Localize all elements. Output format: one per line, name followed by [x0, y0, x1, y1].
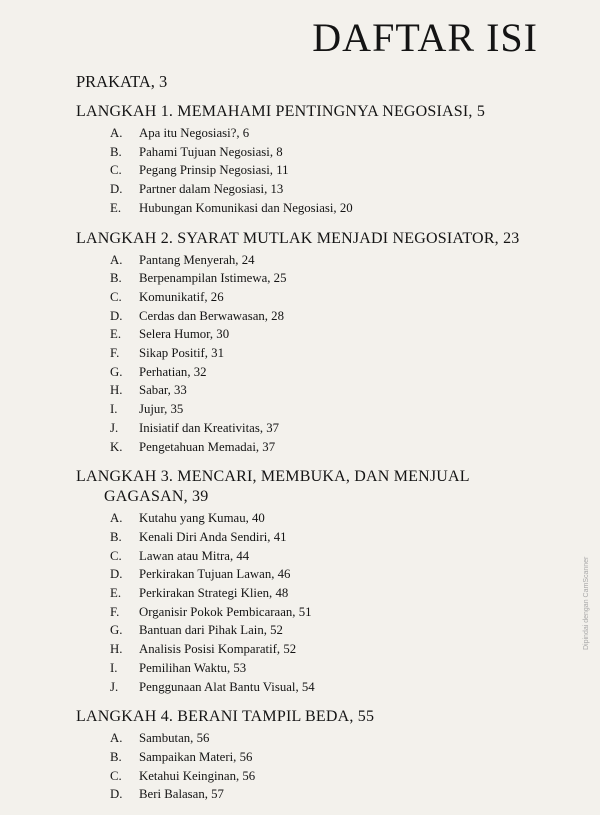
item-letter: I. — [110, 660, 118, 675]
item-letter: C. — [110, 289, 122, 304]
item-text: Perkirakan Tujuan Lawan, 46 — [139, 567, 291, 582]
item-text: Perkirakan Strategi Klien, 48 — [139, 586, 289, 601]
toc-item — [76, 621, 556, 640]
toc-item — [76, 659, 556, 678]
item-text: Perhatian, 32 — [139, 364, 207, 379]
item-letter: D. — [110, 308, 123, 323]
item-text: Inisiatif dan Kreativitas, 37 — [139, 420, 280, 435]
item-text: Pengetahuan Memadai, 37 — [139, 439, 276, 454]
item-text: Cerdas dan Berwawasan, 28 — [139, 308, 284, 323]
toc-item — [76, 400, 556, 419]
toc-item — [76, 547, 556, 566]
item-letter: I. — [110, 402, 118, 417]
item-letter: K. — [110, 439, 123, 454]
chapter-title — [76, 467, 556, 507]
item-text: Pahami Tujuan Negosiasi, 8 — [139, 144, 283, 159]
item-letter: A. — [110, 511, 123, 526]
toc-item — [76, 143, 556, 162]
toc-chapter-2 — [76, 229, 556, 457]
item-letter: E. — [110, 200, 122, 215]
toc-item — [76, 509, 556, 528]
toc-item — [76, 180, 556, 199]
toc-item — [76, 748, 556, 767]
toc-item — [76, 565, 556, 584]
item-letter: D. — [110, 567, 123, 582]
chapter-title-line2: GAGASAN, 39 — [104, 488, 209, 506]
item-letter: A. — [110, 126, 123, 140]
toc-item — [76, 603, 556, 622]
toc-item — [76, 381, 556, 400]
toc-prakata: PRAKATA, 3 — [76, 72, 168, 91]
item-text: Komunikatif, 26 — [139, 289, 224, 304]
toc-item — [76, 678, 556, 697]
item-letter: B. — [110, 271, 122, 286]
chapter-title-line1: LANGKAH 3. MENCARI, MEMBUKA, DAN MENJUAL — [76, 468, 470, 486]
item-letter: F. — [110, 604, 120, 619]
item-text: Kutahu yang Kumau, 40 — [139, 511, 265, 526]
item-text: Organisir Pokok Pembicaraan, 51 — [139, 604, 312, 619]
item-letter: H. — [110, 642, 123, 657]
item-text: Pemilihan Waktu, 53 — [139, 660, 247, 675]
chapter-title: LANGKAH 4. BERANI TAMPIL BEDA, 55 — [76, 708, 375, 726]
toc-item — [76, 251, 556, 270]
item-letter: F. — [110, 346, 120, 361]
toc-item — [76, 729, 556, 748]
toc-item — [76, 785, 556, 804]
toc-item — [76, 269, 556, 288]
toc-item — [76, 640, 556, 659]
toc-item — [76, 584, 556, 603]
table-of-contents — [76, 72, 556, 815]
toc-item — [76, 528, 556, 547]
item-text: Kenali Diri Anda Sendiri, 41 — [139, 529, 287, 544]
toc-item — [76, 438, 556, 457]
item-letter: J. — [110, 679, 119, 694]
item-letter: B. — [110, 749, 122, 764]
item-letter: A. — [110, 731, 123, 746]
item-letter: E. — [110, 586, 122, 601]
item-letter: G. — [110, 623, 123, 638]
item-letter: C. — [110, 768, 122, 783]
item-text: Selera Humor, 30 — [139, 327, 230, 342]
toc-item — [76, 363, 556, 382]
item-letter: D. — [110, 787, 123, 802]
toc-item — [76, 325, 556, 344]
chapter-title: LANGKAH 1. MEMAHAMI PENTINGNYA NEGOSIASI, 5 — [76, 103, 486, 120]
item-letter: C. — [110, 548, 122, 563]
toc-item — [76, 161, 556, 180]
item-letter: E. — [110, 327, 122, 342]
item-text: Pegang Prinsip Negosiasi, 11 — [139, 163, 289, 178]
toc-chapter-3 — [76, 467, 556, 696]
toc-item — [76, 307, 556, 326]
item-letter: D. — [110, 182, 123, 197]
toc-item — [76, 124, 556, 143]
toc-item — [76, 199, 556, 218]
item-text: Pantang Menyerah, 24 — [139, 252, 255, 267]
item-letter: H. — [110, 383, 123, 398]
page-title: DAFTAR ISI — [312, 15, 538, 60]
toc-chapter-1 — [76, 102, 556, 218]
item-letter: G. — [110, 364, 123, 379]
toc-item — [76, 767, 556, 786]
item-text: Sikap Positif, 31 — [139, 346, 224, 361]
item-text: Penggunaan Alat Bantu Visual, 54 — [139, 679, 315, 694]
item-text: Lawan atau Mitra, 44 — [139, 548, 250, 563]
item-text: Bantuan dari Pihak Lain, 52 — [139, 623, 283, 638]
item-text: Hubungan Komunikasi dan Negosiasi, 20 — [139, 200, 353, 215]
item-text: Apa itu Negosiasi?, 6 — [139, 126, 250, 140]
item-letter: C. — [110, 163, 122, 178]
toc-item — [76, 419, 556, 438]
item-letter: B. — [110, 144, 122, 159]
item-text: Sabar, 33 — [139, 383, 187, 398]
item-letter: J. — [110, 420, 119, 435]
item-text: Analisis Posisi Komparatif, 52 — [139, 642, 297, 657]
item-text: Jujur, 35 — [139, 402, 184, 417]
chapter-title: LANGKAH 2. SYARAT MUTLAK MENJADI NEGOSIATOR, 23 — [76, 229, 520, 247]
toc-item — [76, 344, 556, 363]
item-letter: A. — [110, 252, 123, 267]
item-letter: B. — [110, 529, 122, 544]
item-text: Sampaikan Materi, 56 — [139, 749, 253, 764]
item-text: Beri Balasan, 57 — [139, 787, 224, 802]
toc-chapter-4 — [76, 707, 556, 804]
scanner-watermark: Dipindai dengan CamScanner — [583, 556, 590, 650]
toc-item — [76, 288, 556, 307]
item-text: Berpenampilan Istimewa, 25 — [139, 271, 287, 286]
item-text: Partner dalam Negosiasi, 13 — [139, 182, 284, 197]
item-text: Sambutan, 56 — [139, 731, 210, 746]
item-text: Ketahui Keinginan, 56 — [139, 768, 256, 783]
